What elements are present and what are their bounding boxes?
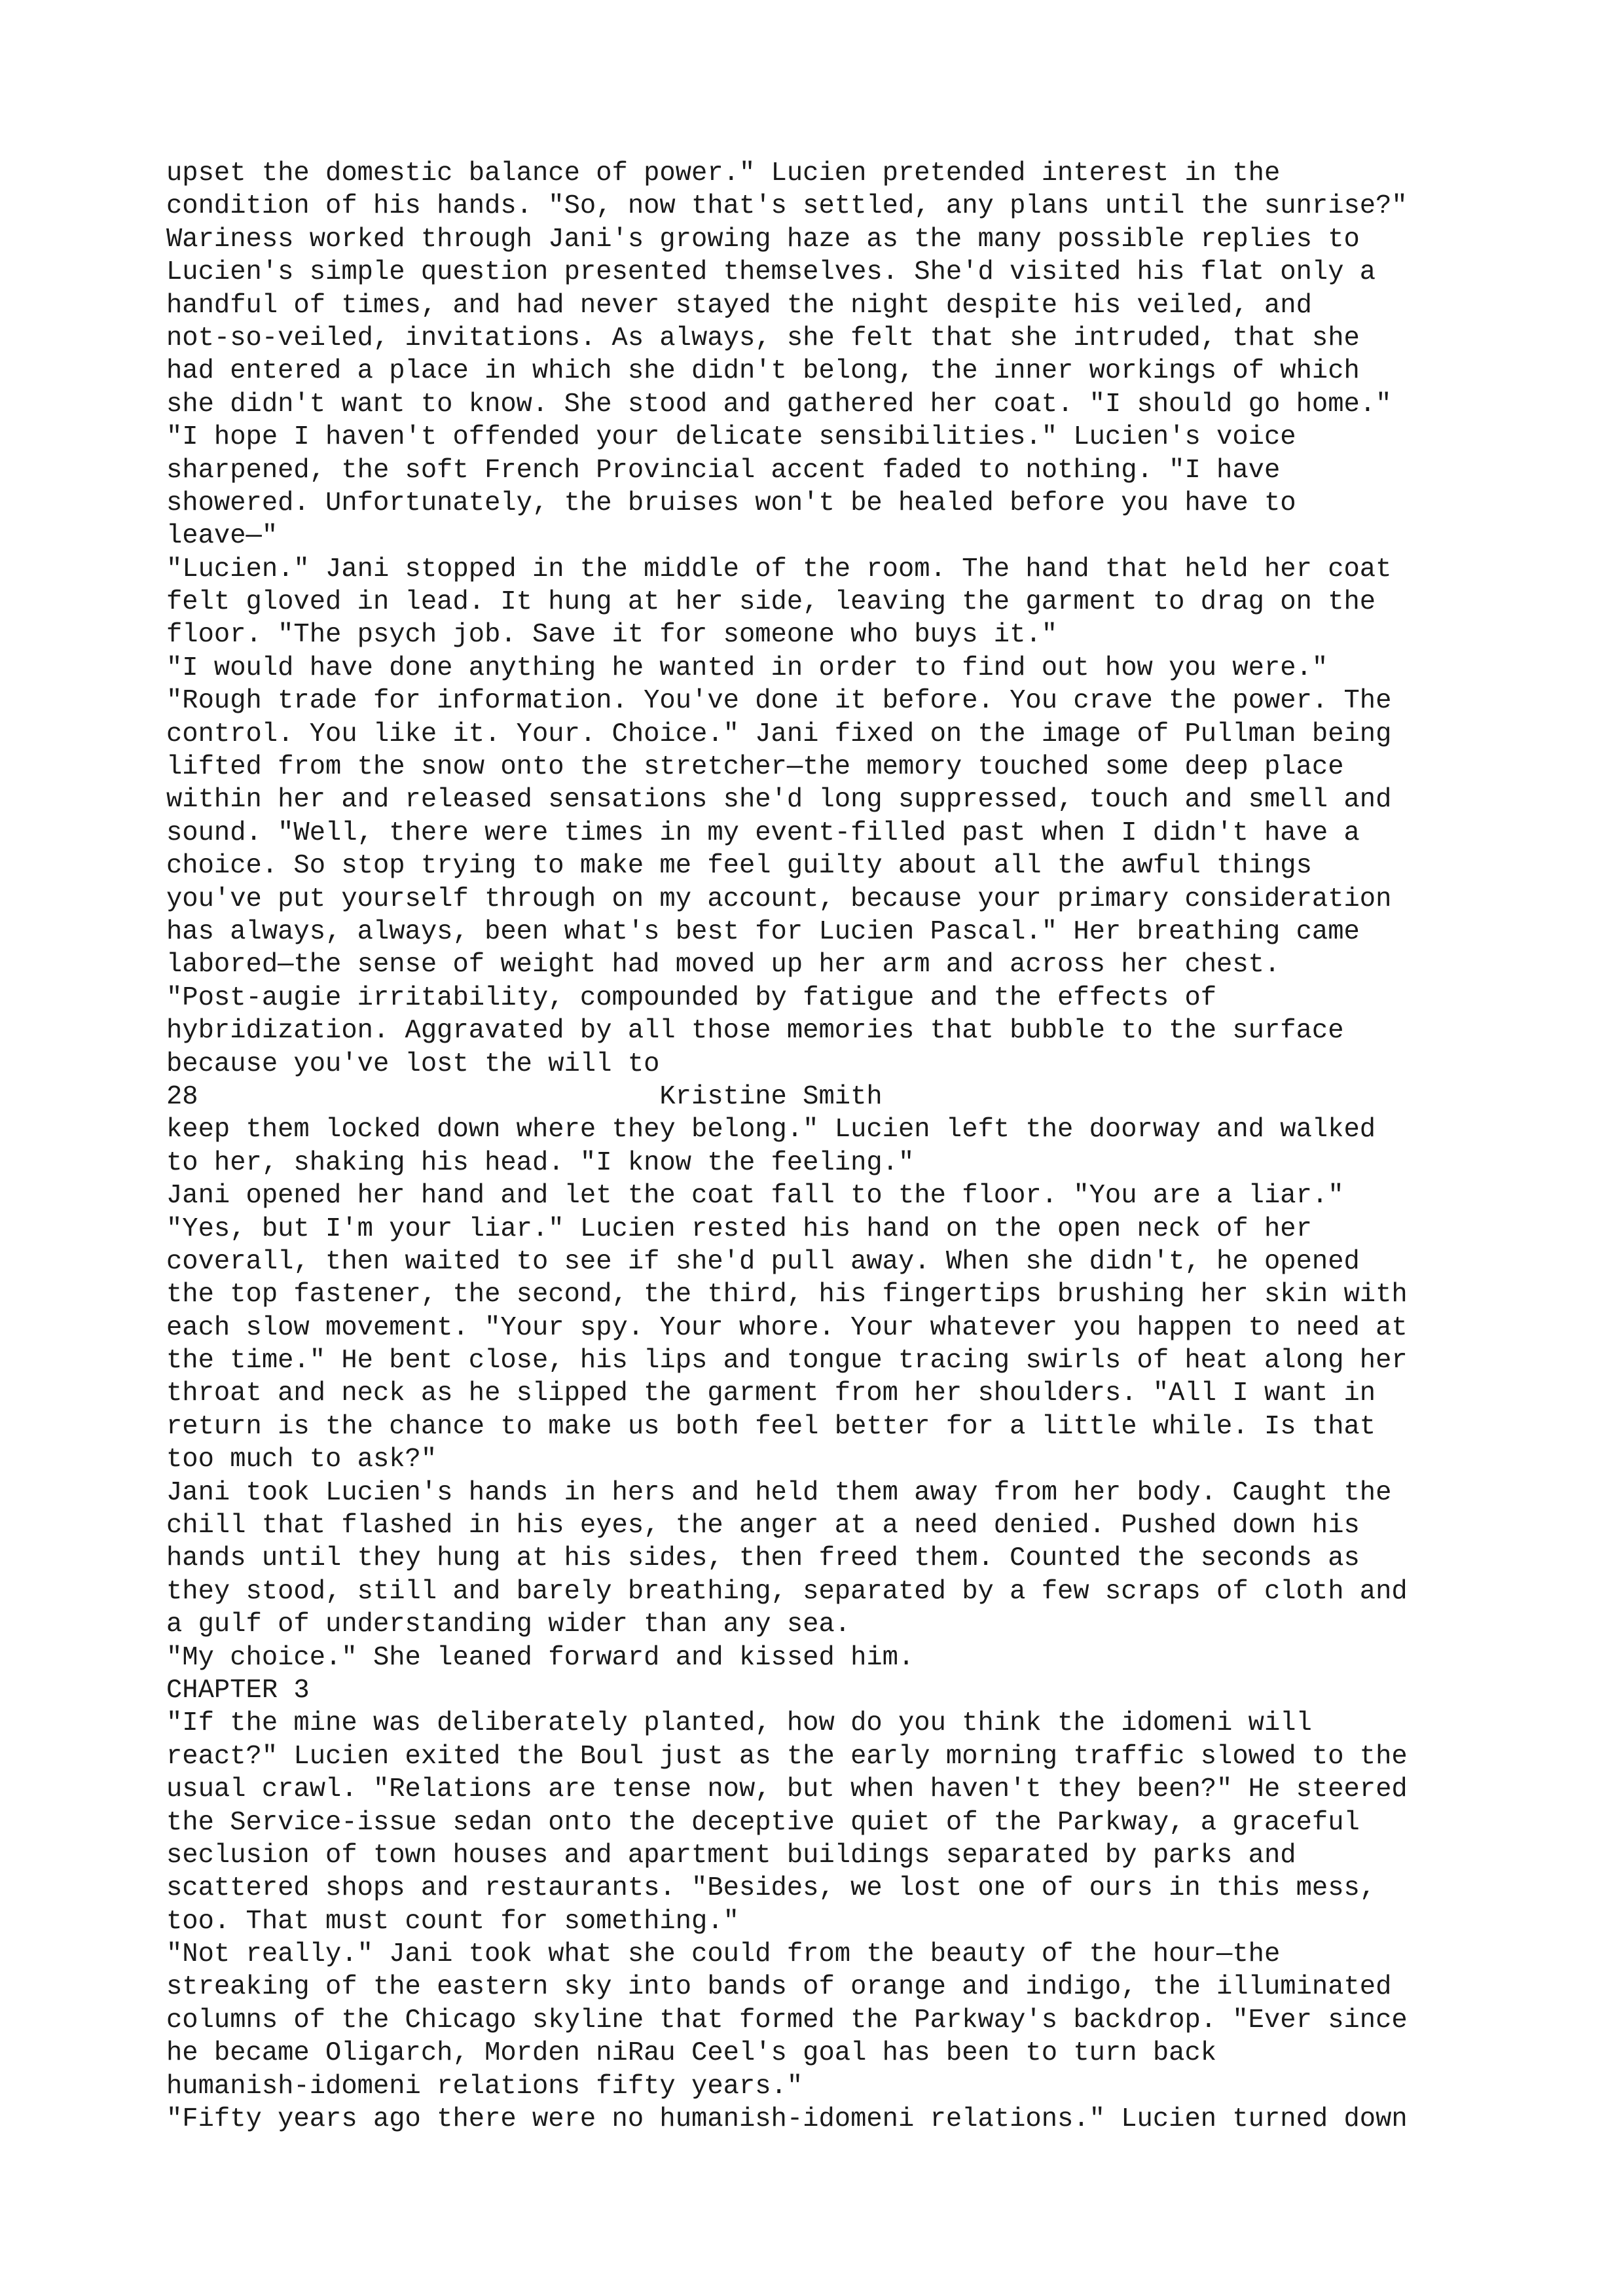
text-line: "Fifty years ago there were no humanish-idomeni relations." Lucien turned down: [166, 2104, 1408, 2135]
text-line: handful of times, and had never stayed the night despite his veiled, and: [166, 290, 1312, 321]
text-line: showered. Unfortunately, the bruises won't be healed before you have to: [166, 488, 1296, 518]
text-line: "I hope I haven't offended your delicate sensibilities." Lucien's voice: [166, 422, 1296, 453]
text-line: condition of his hands. "So, now that's settled, any plans until the sunrise?": [166, 191, 1408, 222]
text-line: "Rough trade for information. You've done it before. You crave the power. The: [166, 686, 1392, 717]
text-line: "Lucien." Jani stopped in the middle of the room. The hand that held her coat: [166, 554, 1392, 584]
text-line: return is the chance to make us both feel better for a little while. Is that: [166, 1411, 1376, 1442]
text-line: streaking of the eastern sky into bands of orange and indigo, the illuminated: [166, 1972, 1392, 2003]
text-line: Jani opened her hand and let the coat fall to the floor. "You are a liar.": [166, 1181, 1344, 1211]
text-line: Lucien's simple question presented themselves. She'd visited his flat only a: [166, 257, 1376, 288]
text-line: to her, shaking his head. "I know the feeling.": [166, 1147, 915, 1178]
text-line: upset the domestic balance of power." Lucien pretended interest in the: [166, 158, 1281, 188]
text-line: react?" Lucien exited the Boul just as the early morning traffic slowed to the: [166, 1741, 1408, 1772]
text-line: choice. So stop trying to make me feel guilty about all the awful things: [166, 851, 1312, 882]
text-line: because you've lost the will to: [166, 1049, 660, 1079]
text-line: felt gloved in lead. It hung at her side, leaving the garment to drag on the: [166, 587, 1376, 618]
text-line: floor. "The psych job. Save it for someone who buys it.": [166, 620, 1058, 651]
text-line: scattered shops and restaurants. "Besides, we lost one of ours in this mess,: [166, 1873, 1376, 1904]
text-line: not-so-veiled, invitations. As always, she felt that she intruded, that she: [166, 323, 1360, 353]
text-line: the top fastener, the second, the third, his fingertips brushing her skin with: [166, 1280, 1408, 1310]
text-line: 28 Kristine Smith: [166, 1081, 883, 1112]
text-line: "Post-augie irritability, compounded by fatigue and the effects of: [166, 982, 1217, 1013]
text-line: "Yes, but I'm your liar." Lucien rested his hand on the open neck of her: [166, 1213, 1312, 1244]
text-line: hands until they hung at his sides, then freed them. Counted the seconds as: [166, 1543, 1360, 1574]
text-line: she didn't want to know. She stood and gathered her coat. "I should go home.": [166, 389, 1392, 420]
text-line: within her and released sensations she'd long suppressed, touch and smell and: [166, 785, 1392, 816]
text-line: each slow movement. "Your spy. Your whore. Your whatever you happen to need at: [166, 1312, 1408, 1343]
text-line: they stood, still and barely breathing, separated by a few scraps of cloth and: [166, 1576, 1408, 1607]
document-page: [166, 157, 1476, 2136]
text-line: you've put yourself through on my account, because your primary consideration: [166, 884, 1392, 914]
text-line: labored—the sense of weight had moved up her arm and across her chest.: [166, 950, 1281, 980]
text-line: leave—": [166, 521, 278, 552]
text-line: control. You like it. Your. Choice." Jani fixed on the image of Pullman being: [166, 719, 1392, 749]
text-line: throat and neck as he slipped the garment from her shoulders. "All I want in: [166, 1378, 1376, 1409]
text-line: coverall, then waited to see if she'd pull away. When she didn't, he opened: [166, 1246, 1360, 1277]
text-line: a gulf of understanding wider than any sea.: [166, 1609, 851, 1640]
text-line: Jani took Lucien's hands in hers and held them away from her body. Caught the: [166, 1477, 1392, 1508]
text-line: CHAPTER 3: [166, 1675, 310, 1706]
text-line: humanish-idomeni relations fifty years.": [166, 2071, 803, 2102]
text-line: sound. "Well, there were times in my event-filled past when I didn't have a: [166, 817, 1360, 848]
text-line: chill that flashed in his eyes, the anger at a need denied. Pushed down his: [166, 1511, 1360, 1541]
text-line: seclusion of town houses and apartment buildings separated by parks and: [166, 1840, 1296, 1871]
text-line: lifted from the snow onto the stretcher—the memory touched some deep place: [166, 752, 1344, 783]
text-line: hybridization. Aggravated by all those memories that bubble to the surface: [166, 1016, 1344, 1047]
text-line: had entered a place in which she didn't belong, the inner workings of which: [166, 356, 1360, 387]
text-line: columns of the Chicago skyline that formed the Parkway's backdrop. "Ever since: [166, 2005, 1408, 2036]
text-line: usual crawl. "Relations are tense now, but when haven't they been?" He steered: [166, 1774, 1408, 1805]
text-line: the Service-issue sedan onto the deceptive quiet of the Parkway, a graceful: [166, 1807, 1360, 1838]
text-line: has always, always, been what's best for Lucien Pascal." Her breathing came: [166, 916, 1360, 947]
text-line: the time." He bent close, his lips and tongue tracing swirls of heat along her: [166, 1346, 1408, 1376]
text-line: he became Oligarch, Morden niRau Ceel's goal has been to turn back: [166, 2038, 1217, 2069]
text-line: too. That must count for something.": [166, 1906, 739, 1937]
text-line: sharpened, the soft French Provincial accent faded to nothing. "I have: [166, 455, 1281, 486]
text-line: "If the mine was deliberately planted, how do you think the idomeni will: [166, 1708, 1312, 1739]
text-line: too much to ask?": [166, 1444, 437, 1475]
text-line: keep them locked down where they belong." Lucien left the doorway and walked: [166, 1115, 1376, 1145]
text-line: Wariness worked through Jani's growing haze as the many possible replies to: [166, 224, 1360, 255]
text-line: "My choice." She leaned forward and kissed him.: [166, 1642, 915, 1673]
text-line: "I would have done anything he wanted in order to find out how you were.": [166, 653, 1328, 683]
text-line: "Not really." Jani took what she could from the beauty of the hour—the: [166, 1939, 1281, 1970]
